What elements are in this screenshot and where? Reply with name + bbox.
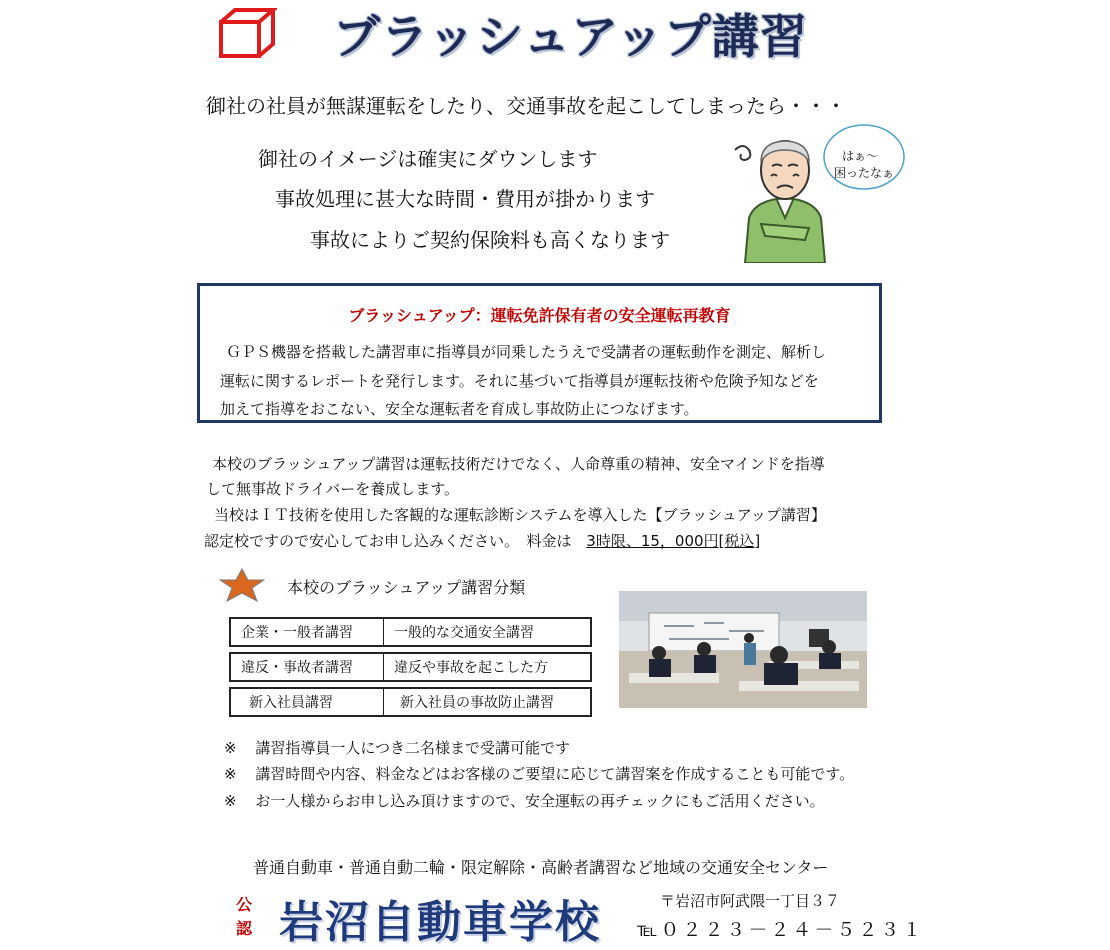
note-text: 講習指導員一人につき二名様まで受講可能です — [255, 739, 571, 757]
phone-number: ℡０２２３－２４－５２３１ — [637, 919, 925, 941]
note-mark: ※ — [224, 765, 237, 783]
cube-icon — [217, 6, 277, 60]
point-2: 事故処理に甚大な時間・費用が掛かります — [275, 187, 655, 211]
box-line-3: 加えて指導をおこない、安全な運転者を育成し事故防止につなげます。 — [220, 400, 699, 418]
note-3 — [224, 790, 825, 811]
box-line-2: 運転に関するレポートを発行します。それに基づいて指導員が運転技術や危険予知などを — [220, 372, 819, 390]
body-line-4-text: 認定校ですので安心してお申し込みください。 料金は — [204, 532, 572, 550]
point-1: 御社のイメージは確実にダウンします — [258, 147, 598, 171]
category-table — [229, 612, 592, 722]
note-1 — [224, 737, 570, 758]
bubble-text-1: はぁ～ — [842, 149, 879, 163]
certified-mark-2: 認 — [236, 919, 253, 938]
classroom-photo — [619, 591, 867, 708]
table-row — [229, 617, 592, 647]
certified-mark-1: 公 — [236, 895, 253, 914]
category-desc: 新入社員の事故防止講習 — [384, 687, 592, 717]
body-line-4 — [204, 530, 760, 551]
box-line-1: ＧＰＳ機器を搭載した講習車に指導員が同乗したうえで受講者の運転動作を測定、解析し — [226, 343, 827, 361]
category-desc: 一般的な交通安全講習 — [384, 617, 592, 647]
note-mark: ※ — [224, 792, 237, 810]
table-row — [229, 687, 592, 717]
note-mark: ※ — [224, 739, 237, 757]
intro-lead: 御社の社員が無謀運転をしたり、交通事故を起こしてしまったら・・・ — [206, 94, 846, 118]
body-line-2: して無事故ドライバーを養成します。 — [206, 480, 460, 498]
school-name: 岩沼自動車学校 — [279, 897, 601, 948]
category-name: 違反・事故者講習 — [229, 652, 384, 682]
body-line-1: 本校のブラッシュアップ講習は運転技術だけでなく、人命尊重の精神、安全マインドを指導 — [212, 455, 825, 473]
point-3: 事故によりご契約保険料も高くなります — [310, 228, 670, 252]
note-text: お一人様からお申し込み頂けますので、安全運転の再チェックにもご活用ください。 — [255, 792, 825, 810]
body-line-3: 当校はＩＴ技術を使用した客観的な運転診断システムを導入した【ブラッシュアップ講習】 — [214, 506, 826, 524]
note-text: 講習時間や内容、料金などはお客様のご要望に応じて講習案を作成することも可能です。 — [255, 765, 855, 783]
bubble-text-2: 困ったなぁ — [834, 166, 895, 180]
category-desc: 違反や事故を起こした方 — [384, 652, 592, 682]
table-row — [229, 652, 592, 682]
star-icon — [219, 568, 265, 602]
footer-tagline: 普通自動車・普通自動二輪・限定解除・高齢者講習など地域の交通安全センター — [253, 858, 829, 877]
category-title: 本校のブラッシュアップ講習分類 — [287, 578, 526, 597]
box-title: ブラッシュアップ：運転免許保有者の安全運転再教育 — [348, 306, 731, 325]
fee-value: 3時限、15，000円[税込] — [586, 532, 761, 550]
page-title: ブラッシュアップ講習 — [333, 10, 808, 65]
category-name: 企業・一般者講習 — [229, 617, 384, 647]
description-box — [197, 283, 882, 423]
address: 〒岩沼市阿武隈一丁目３７ — [660, 892, 841, 910]
category-name: 新入社員講習 — [229, 687, 384, 717]
note-2 — [224, 763, 854, 784]
